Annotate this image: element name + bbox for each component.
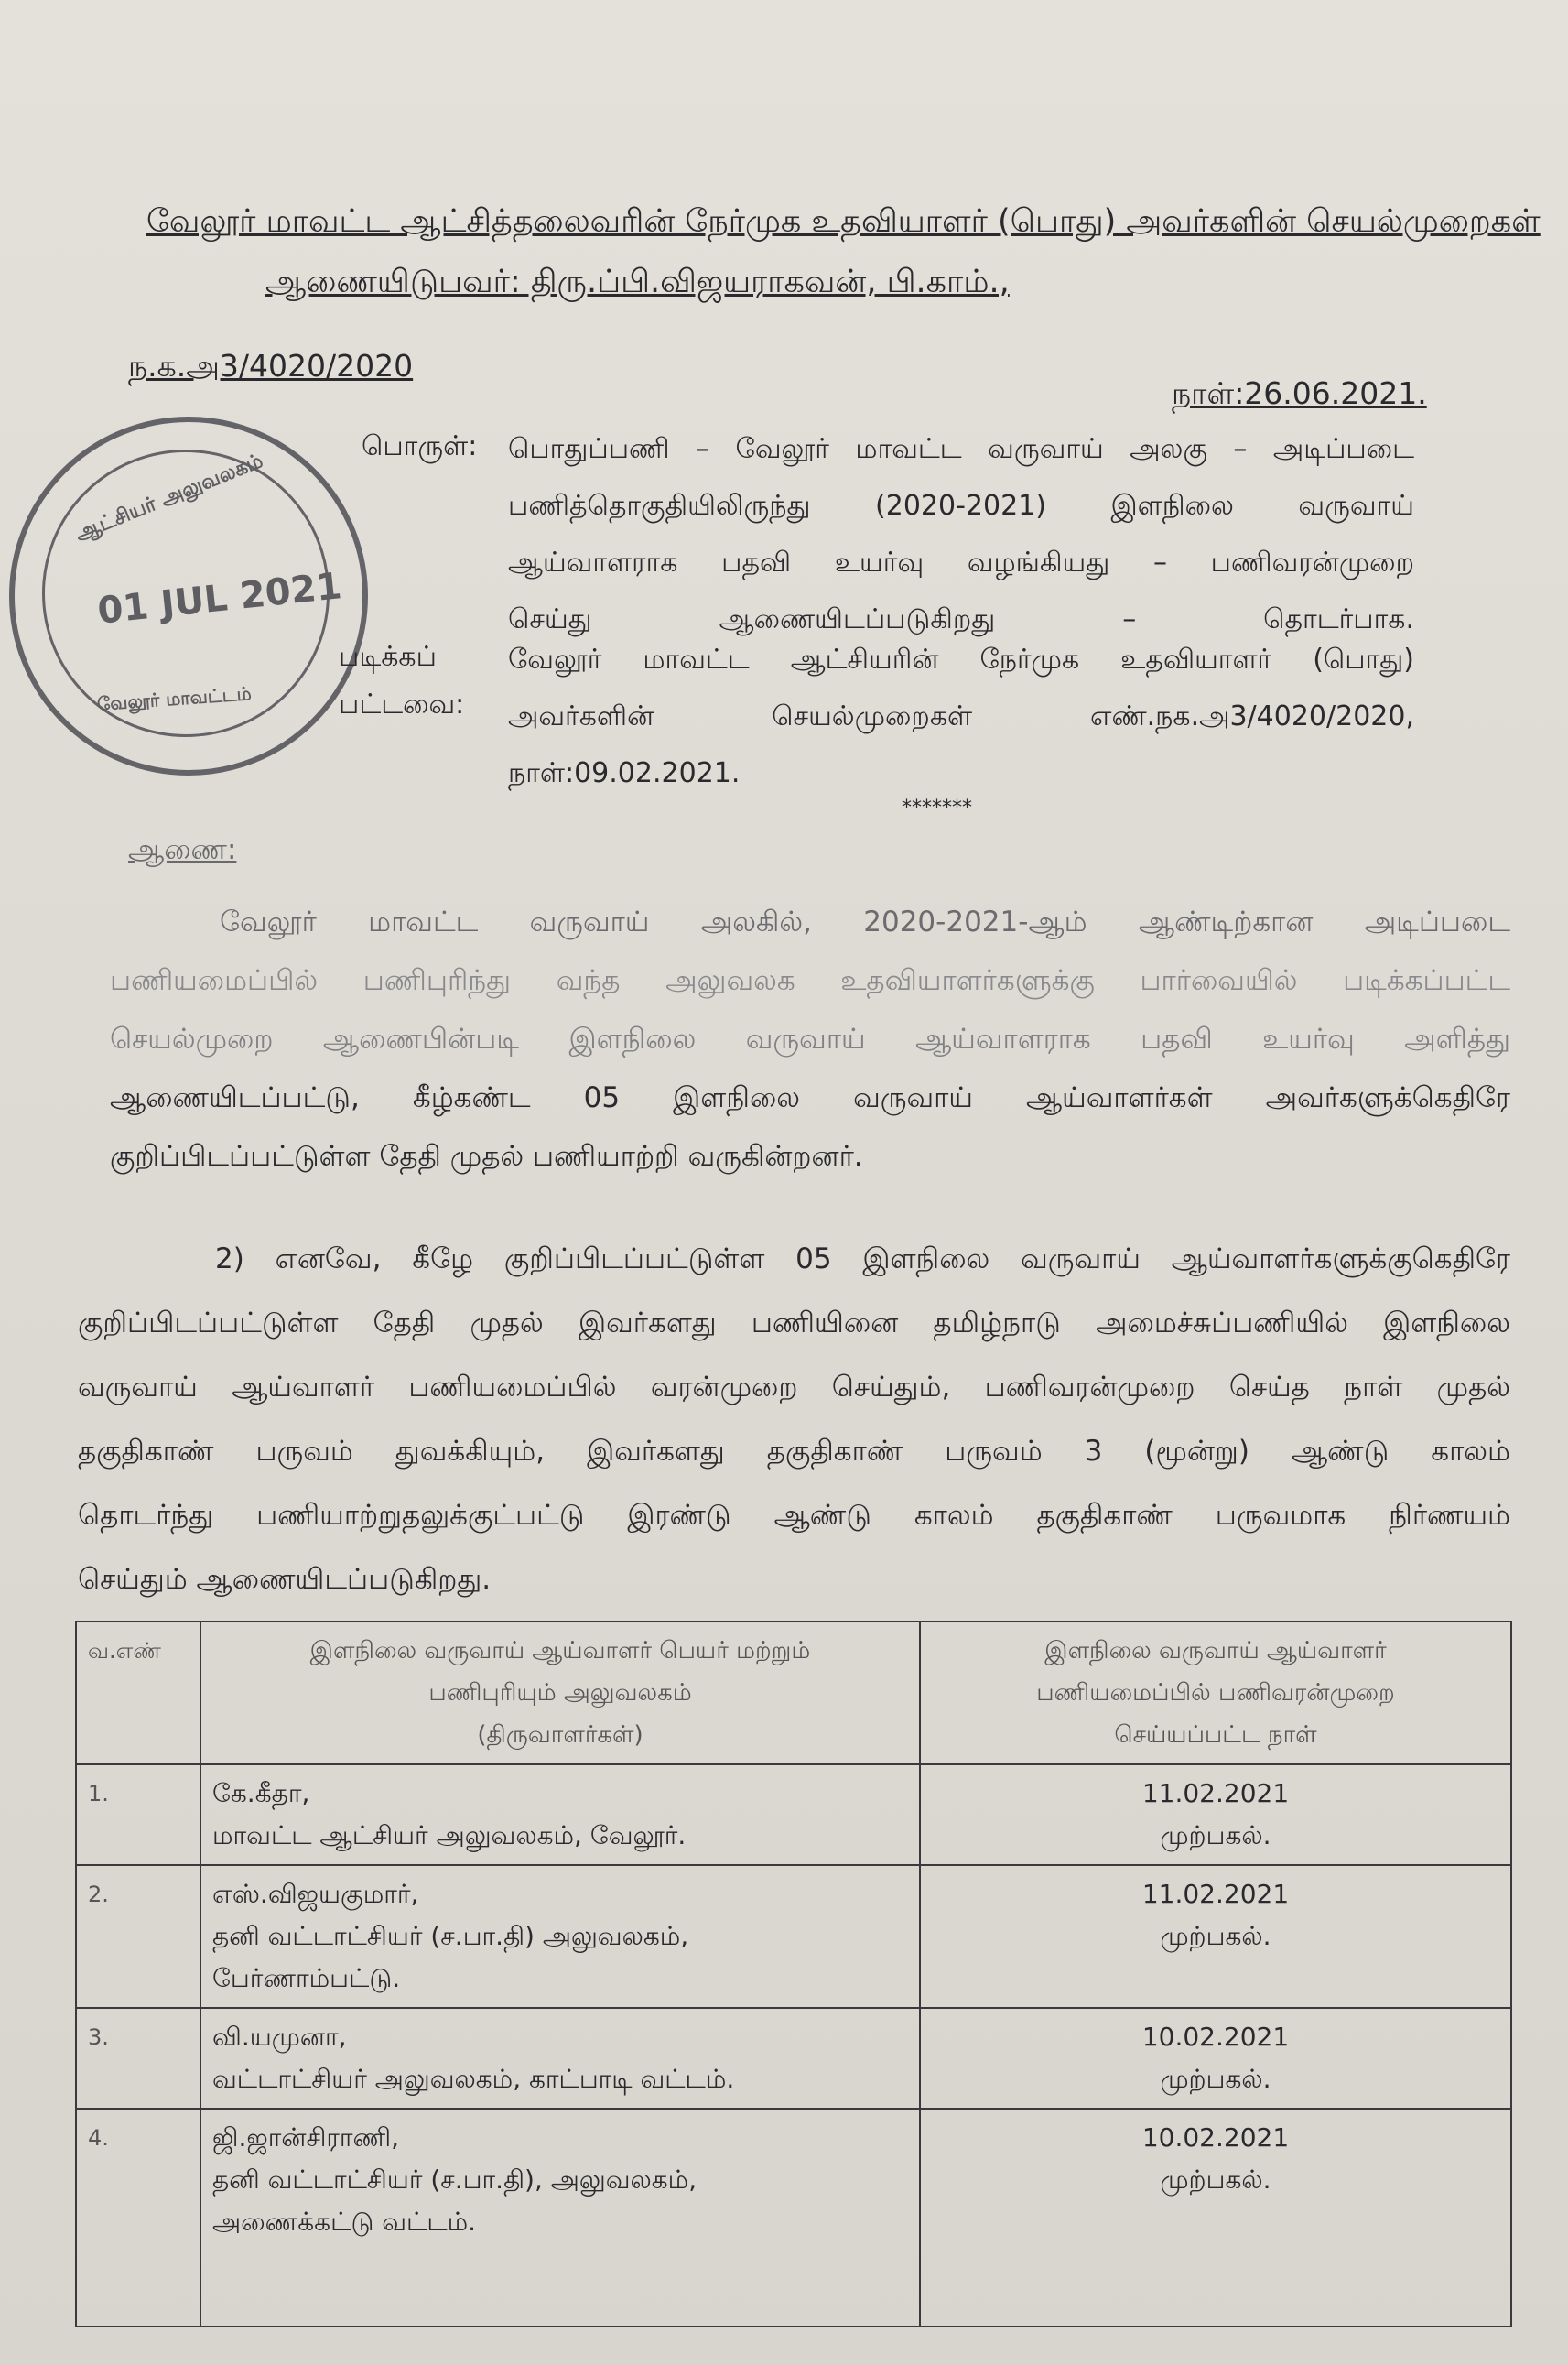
paragraph-line: குறிப்பிடப்பட்டுள்ள தேதி முதல் இவர்களது பணியினை தமிழ்நாடு அமைச்சுப்பணியில் இளநிலை — [78, 1307, 1510, 1340]
row-name: வி.யமுனா, — [212, 2022, 347, 2052]
header-date-line: செய்யப்பட்ட நாள் — [1114, 1721, 1317, 1749]
row-office: மாவட்ட ஆட்சியர் அலுவலகம், வேலூர். — [212, 1820, 687, 1850]
order-heading: ஆணை: — [128, 833, 237, 866]
paragraph-line: வருவாய் ஆய்வாளர் பணியமைப்பில் வரன்முறை செய்தும், பணிவரன்முறை செய்த நாள் முதல் — [78, 1371, 1510, 1404]
header-sn: வ.எண் — [76, 1622, 200, 1764]
row-office: தனி வட்டாட்சியர் (ச.பா.தி) அலுவலகம், — [212, 1921, 689, 1951]
reference-label-1: படிக்கப் — [339, 641, 437, 673]
reference-number: ந.க.அ3/4020/2020 — [128, 348, 414, 384]
order-date: நாள்:26.06.2021. — [1172, 375, 1427, 411]
paragraph-line: தொடர்ந்து பணியாற்றுதலுக்குட்பட்டு இரண்டு ஆண்டு காலம் தகுதிகாண் பருவமாக நிர்ணயம் — [78, 1499, 1510, 1532]
row-date: 11.02.2021 — [1141, 1879, 1290, 1909]
row-name: எஸ்.விஜயகுமார், — [212, 1879, 419, 1909]
paragraph-1 — [110, 893, 1510, 1186]
office-seal-stamp — [9, 417, 368, 776]
subject-line: ஆய்வாளராக பதவி உயர்வு வழங்கியது – பணிவரன்முறை — [508, 547, 1414, 579]
stamp-bottom-text: வேலூர் மாவட்டம் — [96, 682, 253, 715]
header-name-line: இளநிலை வருவாய் ஆய்வாளர் பெயர் மற்றும் — [309, 1637, 811, 1665]
reference-line: அவர்களின் செயல்முறைகள் எண்.நக.அ3/4020/2020, — [508, 700, 1414, 732]
stamp-date-text: 01 JUL 2021 — [95, 565, 344, 633]
reference-line: நாள்:09.02.2021. — [508, 757, 741, 789]
stamp-top-text: ஆட்சியர் அலுவலகம் — [71, 450, 266, 547]
row-sn: 4. — [76, 2109, 200, 2327]
header-date-line: பணியமைப்பில் பணிவரன்முறை — [1036, 1679, 1395, 1707]
table-row — [76, 2109, 1511, 2327]
header-name — [200, 1622, 920, 1764]
row-sn: 2. — [76, 1865, 200, 2008]
promotion-table — [75, 1621, 1512, 2327]
row-date-cell — [920, 1865, 1511, 2008]
row-session: முற்பகல். — [1160, 2164, 1271, 2195]
row-date: 11.02.2021 — [1141, 1778, 1290, 1808]
row-office: வட்டாட்சியர் அலுவலகம், காட்பாடி வட்டம். — [212, 2064, 735, 2094]
row-sn: 1. — [76, 1764, 200, 1865]
table-row — [76, 1764, 1511, 1865]
row-name: கே.கீதா, — [212, 1778, 310, 1808]
paragraph-line: பணியமைப்பில் பணிபுரிந்து வந்த அலுவலக உதவியாளர்களுக்கு பார்வையில் படிக்கப்பட்ட — [110, 964, 1510, 997]
row-office: பேர்ணாம்பட்டு. — [212, 1963, 401, 1993]
paragraph-line: செயல்முறை ஆணைபின்படி இளநிலை வருவாய் ஆய்வாளராக பதவி உயர்வு அளித்து — [110, 1023, 1510, 1056]
subject-line: பணித்தொகுதியிலிருந்து (2020-2021) இளநிலை வருவாய் — [508, 490, 1414, 522]
row-name-cell — [200, 2008, 920, 2109]
row-date: 10.02.2021 — [1141, 2122, 1290, 2153]
paragraph-line: தகுதிகாண் பருவம் துவக்கியும், இவர்களது தகுதிகாண் பருவம் 3 (மூன்று) ஆண்டு காலம் — [78, 1435, 1510, 1468]
header-name-line: பணிபுரியும் அலுவலகம் — [428, 1679, 692, 1707]
subject-line: பொதுப்பணி – வேலூர் மாவட்ட வருவாய் அலகு – அடிப்படை — [508, 433, 1414, 465]
row-date-cell — [920, 1764, 1511, 1865]
subject-line: செய்து ஆணையிடப்படுகிறது – தொடர்பாக. — [508, 603, 1414, 635]
header-date-line: இளநிலை வருவாய் ஆய்வாளர் — [1044, 1637, 1387, 1665]
title-line-1: வேலூர் மாவட்ட ஆட்சித்தலைவரின் நேர்முக உதவியாளர் (பொது) அவர்களின் செயல்முறைகள் — [146, 203, 1541, 240]
table-header-row — [76, 1622, 1511, 1764]
table-row — [76, 2008, 1511, 2109]
row-name: ஜி.ஜான்சிராணி, — [212, 2122, 400, 2153]
separator-stars: ******* — [902, 797, 972, 819]
title-line-2: ஆணையிடுபவர்: திரு.ப்பி.விஜயராகவன், பி.காம்., — [265, 264, 1010, 300]
row-name-cell — [200, 1764, 920, 1865]
subject-label: பொருள்: — [362, 430, 478, 462]
table-row — [76, 1865, 1511, 2008]
row-sn: 3. — [76, 2008, 200, 2109]
paragraph-line: குறிப்பிடப்பட்டுள்ள தேதி முதல் பணியாற்றி வருகின்றனர். — [110, 1140, 863, 1173]
paragraph-line: வேலூர் மாவட்ட வருவாய் அலகில், 2020-2021-ஆம் ஆண்டிற்கான அடிப்படை — [220, 906, 1510, 938]
paragraph-2 — [78, 1227, 1510, 1611]
row-date: 10.02.2021 — [1141, 2022, 1290, 2052]
row-office: தனி வட்டாட்சியர் (ச.பா.தி), அலுவலகம், — [212, 2164, 697, 2195]
row-name-cell — [200, 1865, 920, 2008]
reference-line: வேலூர் மாவட்ட ஆட்சியரின் நேர்முக உதவியாளர் (பொது) — [508, 644, 1414, 676]
paragraph-line: 2) எனவே, கீழே குறிப்பிடப்பட்டுள்ள 05 இளநிலை வருவாய் ஆய்வாளர்களுக்குகெதிரே — [215, 1242, 1510, 1275]
header-date — [920, 1622, 1511, 1764]
row-date-cell — [920, 2109, 1511, 2327]
row-session: முற்பகல். — [1160, 1921, 1271, 1951]
row-name-cell — [200, 2109, 920, 2327]
subject-block — [508, 421, 1414, 648]
row-session: முற்பகல். — [1160, 2064, 1271, 2094]
paragraph-line: செய்தும் ஆணையிடப்படுகிறது. — [78, 1563, 492, 1596]
row-date-cell — [920, 2008, 1511, 2109]
row-session: முற்பகல். — [1160, 1820, 1271, 1850]
header-name-line: (திருவாளர்கள்) — [477, 1721, 643, 1749]
reference-label-2: பட்டவை: — [339, 689, 465, 721]
row-office: அணைக்கட்டு வட்டம். — [212, 2207, 477, 2237]
reference-block — [508, 632, 1414, 802]
paragraph-line: ஆணையிடப்பட்டு, கீழ்கண்ட 05 இளநிலை வருவாய் ஆய்வாளர்கள் அவர்களுக்கெதிரே — [110, 1081, 1510, 1114]
